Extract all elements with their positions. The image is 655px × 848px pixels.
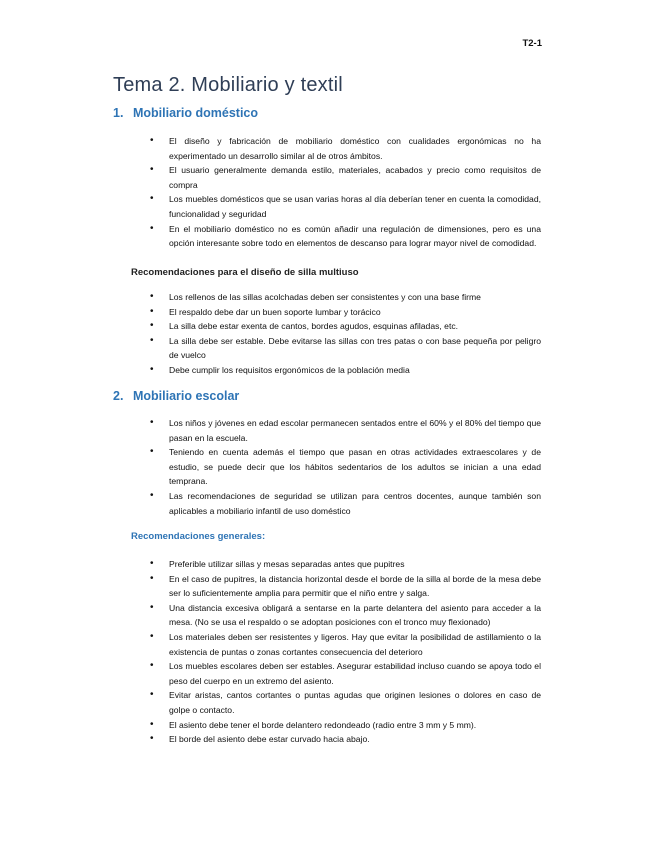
section-1-bullet-list [150, 134, 541, 251]
list-item: • Evitar aristas, cantos cortantes o puntas agudas que originen lesiones o dolores en caso de golpe o contacto. [150, 688, 541, 717]
section-2-sub-bullet-list [150, 557, 541, 747]
list-item: • La silla debe ser estable. Debe evitarse las sillas con tres patas o con base pequeña por peligro de vuelco [150, 334, 541, 363]
section-1-subheading: Recomendaciones para el diseño de silla multiuso [131, 267, 359, 278]
section-2-number: 2. [113, 389, 124, 403]
list-item: • El borde del asiento debe estar curvado hacia abajo. [150, 732, 541, 747]
section-2-heading [113, 389, 239, 403]
section-2-subheading: Recomendaciones generales: [131, 531, 266, 542]
section-1-heading [113, 106, 258, 120]
section-1-title: Mobiliario doméstico [133, 106, 259, 120]
section-1-number: 1. [113, 106, 124, 120]
document-title: Tema 2. Mobiliario y textil [113, 74, 343, 96]
list-item: • Los muebles escolares deben ser estables. Asegurar estabilidad incluso cuando se apoya todo el peso del cuerpo en un extremo del asiento. [150, 659, 541, 688]
list-item: • El asiento debe tener el borde delantero redondeado (radio entre 3 mm y 5 mm). [150, 718, 541, 733]
list-item: • Una distancia excesiva obligará a sentarse en la parte delantera del asiento para acceder a la mesa. (No se usa el respaldo o se adoptan posiciones con el tronco muy flexionado) [150, 601, 541, 630]
list-item: • Las recomendaciones de seguridad se utilizan para centros docentes, aunque también son aplicables a mobiliario infantil de uso doméstico [150, 489, 541, 518]
section-2-title: Mobiliario escolar [133, 389, 240, 403]
list-item: • El diseño y fabricación de mobiliario doméstico con cualidades ergonómicas no ha experimentado un desarrollo similar al de otros ámbitos. [150, 134, 541, 163]
list-item: • Debe cumplir los requisitos ergonómicos de la población media [150, 363, 541, 378]
list-item: • La silla debe estar exenta de cantos, bordes agudos, esquinas afiladas, etc. [150, 319, 541, 334]
list-item: • Los niños y jóvenes en edad escolar permanecen sentados entre el 60% y el 80% del tiempo que pasan en la escuela. [150, 416, 541, 445]
list-item: • En el mobiliario doméstico no es común añadir una regulación de dimensiones, pero es una opción interesante sobre todo en elementos de descanso para lograr mayor nivel de comodidad. [150, 222, 541, 251]
list-item: • Preferible utilizar sillas y mesas separadas antes que pupitres [150, 557, 541, 572]
list-item: • Los materiales deben ser resistentes y ligeros. Hay que evitar la posibilidad de astillamiento o la existencia de puntas o zonas cortantes consecuencia del deterioro [150, 630, 541, 659]
section-2-bullet-list [150, 416, 541, 518]
list-item: • Los muebles domésticos que se usan varias horas al día deberían tener en cuenta la comodidad, funcionalidad y seguridad [150, 192, 541, 221]
page-number: T2-1 [522, 38, 542, 49]
list-item: • Los rellenos de las sillas acolchadas deben ser consistentes y con una base firme [150, 290, 541, 305]
list-item: • El respaldo debe dar un buen soporte lumbar y torácico [150, 305, 541, 320]
section-1-sub-bullet-list [150, 290, 541, 378]
list-item: • En el caso de pupitres, la distancia horizontal desde el borde de la silla al borde de la mesa debe ser lo suficientemente amplia para permitir que el niño entre y salga. [150, 572, 541, 601]
list-item: • El usuario generalmente demanda estilo, materiales, acabados y precio como requisitos de compra [150, 163, 541, 192]
list-item: • Teniendo en cuenta además el tiempo que pasan en otras actividades extraescolares y de estudio, se puede decir que los hábitos sedentarios de los adultos se inician a una edad temprana. [150, 445, 541, 489]
